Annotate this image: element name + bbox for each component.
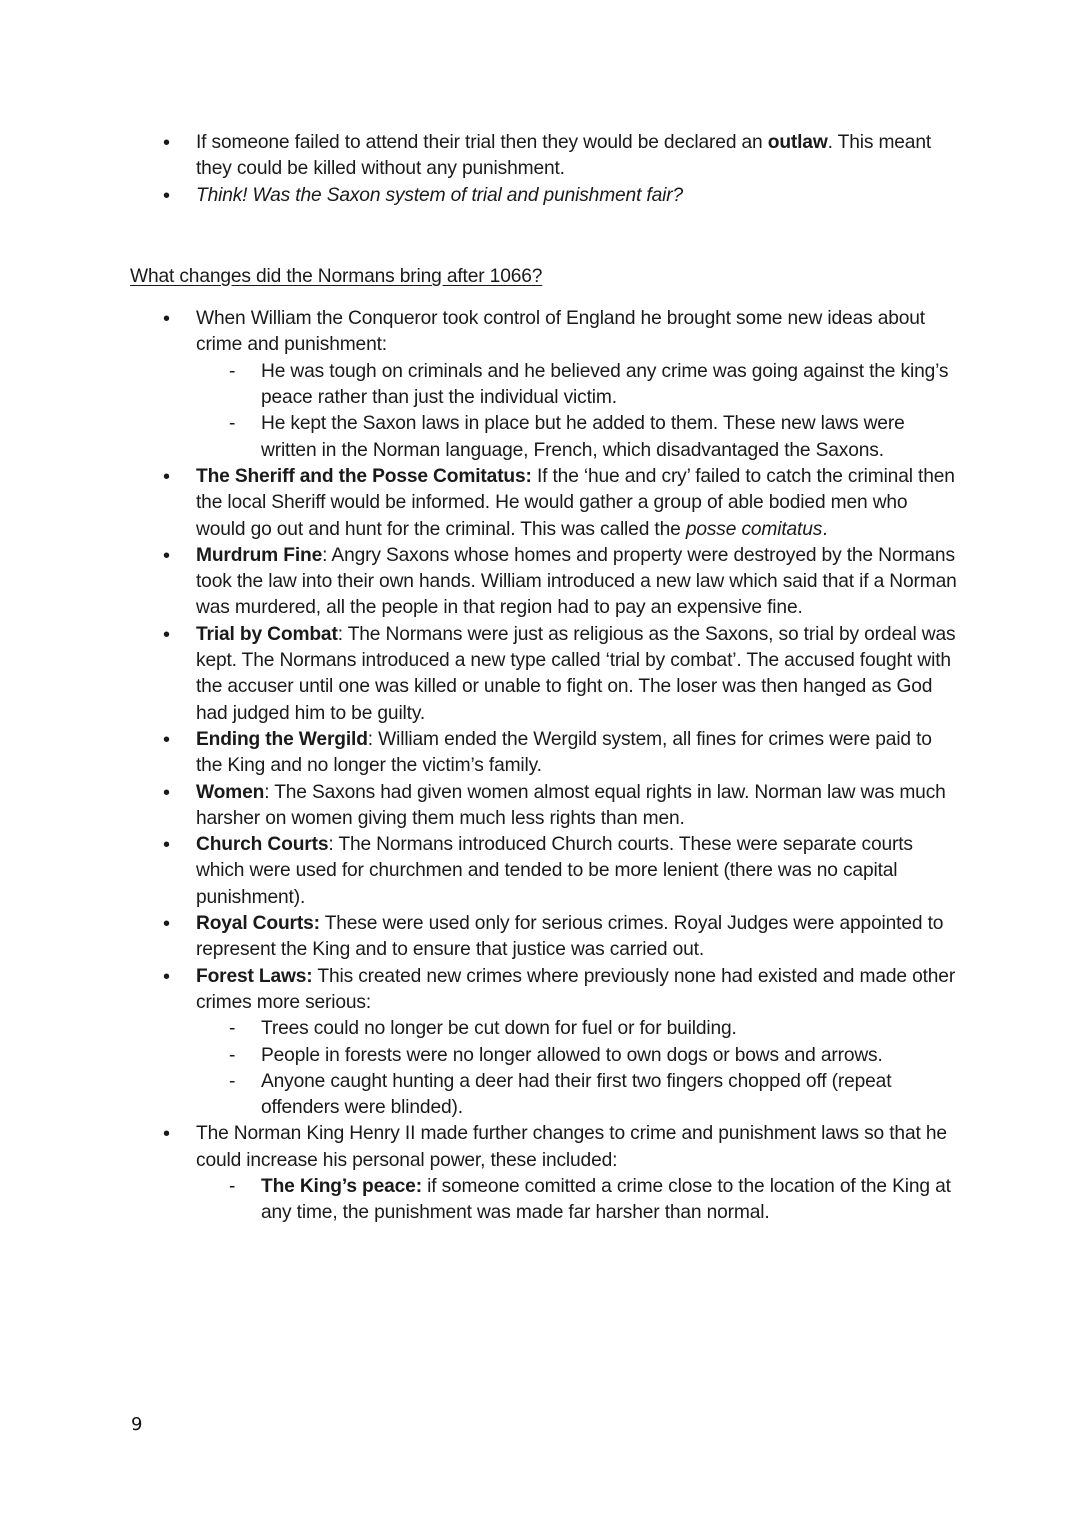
bullet-trial-by-combat: • Trial by Combat: The Normans were just as religious as the Saxons, so trial by ordeal was kept. The Normans introduced a new type called ‘trial by combat’. The accused fought with the accuser until one was killed or unable to fight on. The loser was then hanged as God had judged him to be guilty. [130,622,960,727]
subitem: - He was tough on criminals and he believed any crime was going against the king’s peace rather than just the individual victim. [196,359,960,412]
bullet-sheriff-posse: • The Sheriff and the Posse Comitatus: If the ‘hue and cry’ failed to catch the criminal then the local Sheriff would be informed. He would gather a group of able bodied men who would go out and hunt for the criminal. This was called the posse comitatus. [130,464,960,543]
bullet-henry-ii: • The Norman King Henry II made further changes to crime and punishment laws so that he could increase his personal power, these included: - The King’s peace: if someone comitted a crime close to the location of the King at any time, the punishment was made far harsher than normal. [130,1121,960,1226]
subitem: - People in forests were no longer allowed to own dogs or bows and arrows. [196,1043,960,1069]
bullet-think-question: • Think! Was the Saxon system of trial and punishment fair? [130,183,960,209]
bullet-outlaw: • If someone failed to attend their trial then they would be declared an outlaw. This meant they could be killed without any punishment. [130,130,960,183]
section-heading: What changes did the Normans bring after 1066? [130,265,543,287]
bullet-church-courts: • Church Courts: The Normans introduced Church courts. These were separate courts which were used for churchmen and tended to be more lenient (there was no capital punishment). [130,832,960,911]
william-subitems [196,359,960,464]
subitem-kings-peace: - The King’s peace: if someone comitted a crime close to the location of the King at any time, the punishment was made far harsher than normal. [196,1174,960,1227]
henry-ii-subitems [196,1174,960,1227]
bullet-william-conqueror: • When William the Conqueror took control of England he brought some new ideas about crime and punishment: - He was tough on criminals and he believed any crime was going against the king’s peace rather than just the individual victim. - He kept the Saxon laws in place but he added to them. These new laws were written in the Norman language, French, which disadvantaged the Saxons. [130,306,960,464]
norman-changes-list [130,306,960,1226]
subitem: - Anyone caught hunting a deer had their first two fingers chopped off (repeat offenders were blinded). [196,1069,960,1122]
bullet-forest-laws: • Forest Laws: This created new crimes where previously none had existed and made other crimes more serious: - Trees could no longer be cut down for fuel or for building. - People in forests were no longer allowed to own dogs or bows and arrows. - Anyone caught hunting a deer had their first two fingers chopped off (repeat offenders were blinded). [130,964,960,1122]
forest-laws-subitems [196,1016,960,1121]
bullet-ending-wergild: • Ending the Wergild: William ended the Wergild system, all fines for crimes were paid to the King and no longer the victim’s family. [130,727,960,780]
bullet-women: • Women: The Saxons had given women almost equal rights in law. Norman law was much harsher on women giving them much less rights than men. [130,780,960,833]
term-outlaw: outlaw [767,132,828,153]
intro-bullet-list [130,130,960,209]
page-content [130,130,960,1227]
page-number: 9 [131,1414,143,1435]
bullet-murdrum-fine: • Murdrum Fine: Angry Saxons whose homes and property were destroyed by the Normans took the law into their own hands. William introduced a new law which said that if a Norman was murdered, all the people in that region had to pay an expensive fine. [130,543,960,622]
bullet-royal-courts: • Royal Courts: These were used only for serious crimes. Royal Judges were appointed to represent the King and to ensure that justice was carried out. [130,911,960,964]
subitem: - He kept the Saxon laws in place but he added to them. These new laws were written in the Norman language, French, which disadvantaged the Saxons. [196,411,960,464]
subitem: - Trees could no longer be cut down for fuel or for building. [196,1016,960,1042]
